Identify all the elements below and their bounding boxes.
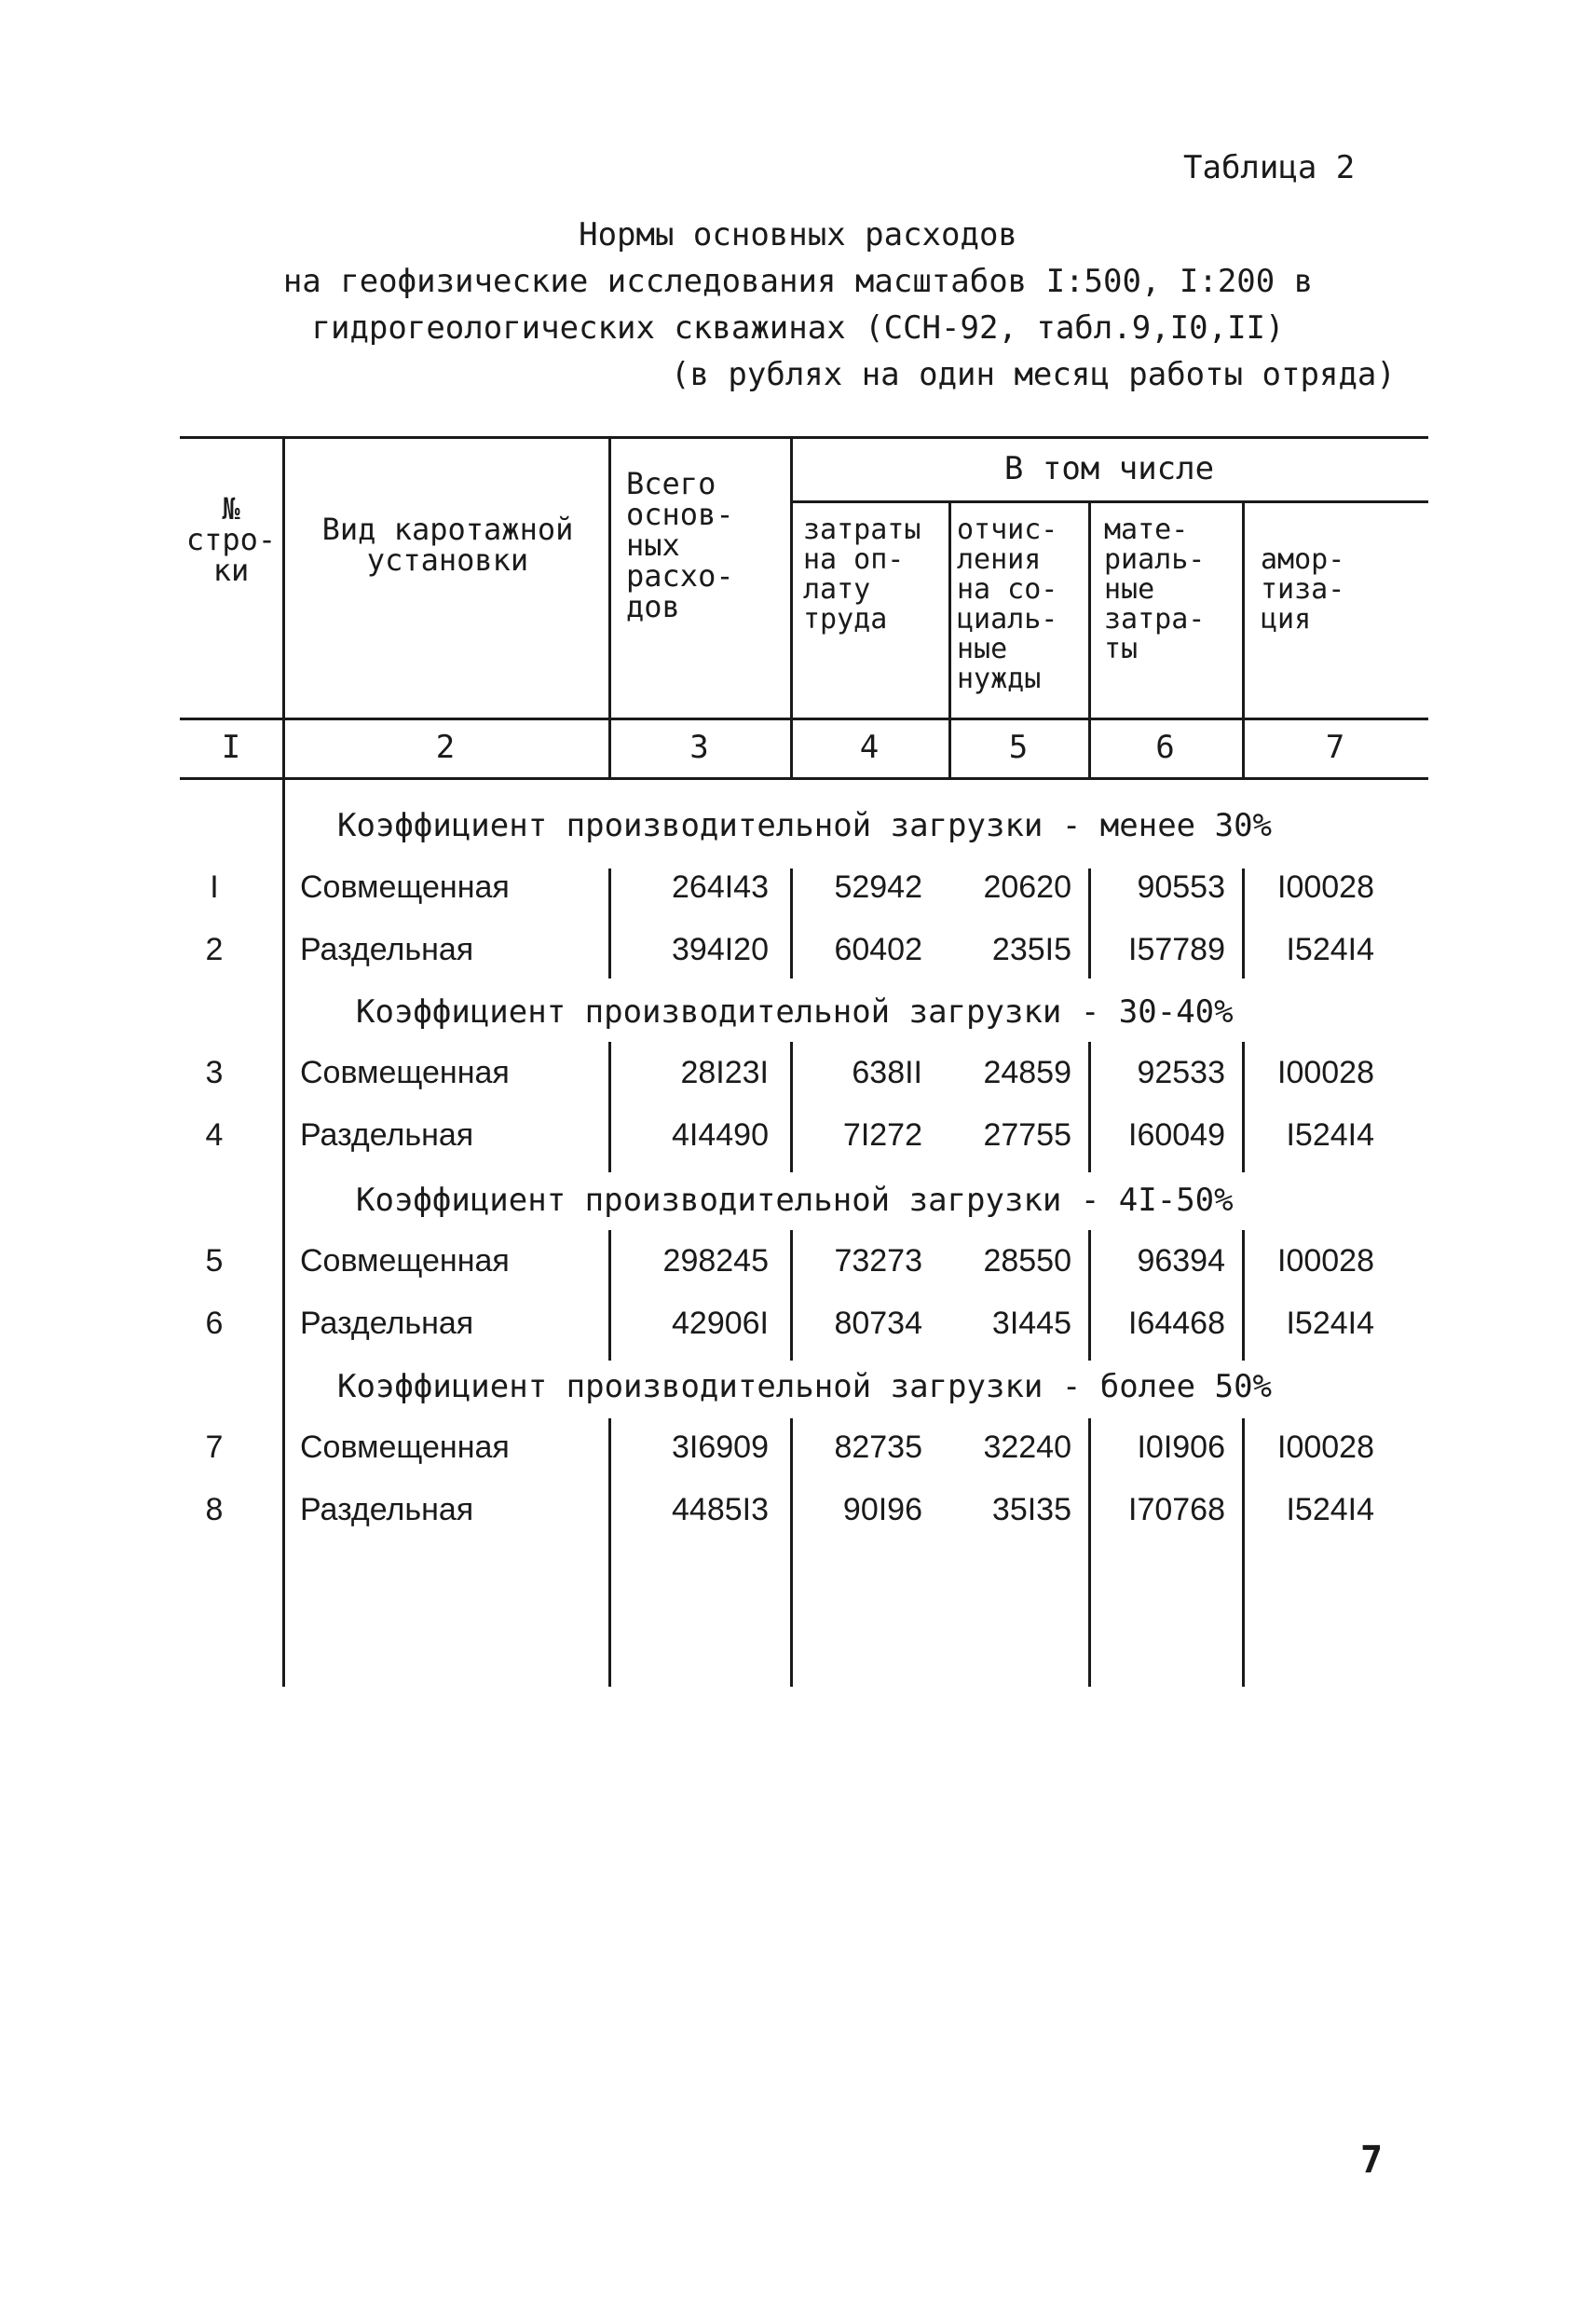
social-cost: 35I35 [991, 1492, 1071, 1527]
row-number: 2 [205, 932, 224, 967]
column-number: 3 [689, 729, 709, 766]
body-divider [1088, 1230, 1091, 1361]
labor-cost: 90I96 [842, 1492, 922, 1527]
social-cost: 3I445 [991, 1306, 1071, 1341]
total-cost: 394I20 [672, 932, 769, 967]
material-cost: I64468 [1128, 1306, 1225, 1341]
labor-cost: 82735 [834, 1430, 922, 1465]
column-number: I [221, 729, 241, 766]
social-cost: 27755 [983, 1117, 1071, 1153]
installation-type: Раздельная [300, 1306, 474, 1341]
material-cost: 90553 [1137, 869, 1225, 905]
header-col5-line: циаль- [957, 603, 1058, 636]
material-cost: I60049 [1128, 1117, 1225, 1153]
header-divider-3 [790, 436, 793, 777]
material-cost: 96394 [1137, 1243, 1225, 1279]
body-divider [608, 1418, 611, 1687]
total-cost: 264I43 [672, 869, 769, 905]
header-col1-line: стро- [185, 522, 277, 557]
social-cost: 28550 [983, 1243, 1071, 1279]
amortization: I00028 [1277, 1055, 1374, 1090]
table-top-rule [180, 436, 1428, 439]
labor-cost: 60402 [834, 932, 922, 967]
header-col7-line: амор- [1261, 543, 1345, 576]
row-number: 5 [205, 1243, 224, 1279]
header-col4-line: на оп- [803, 543, 905, 576]
social-cost: 24859 [983, 1055, 1071, 1090]
column-number: 4 [859, 729, 880, 766]
installation-type: Раздельная [300, 1492, 474, 1527]
total-cost: 298245 [662, 1243, 769, 1279]
header-col4-line: труда [803, 603, 888, 636]
installation-type: Совмещенная [300, 1243, 510, 1279]
amortization: I00028 [1277, 869, 1374, 905]
column-number: 2 [435, 729, 456, 766]
header-col3-line: расхо- [626, 558, 734, 594]
body-divider [1242, 1418, 1245, 1687]
header-col1-line: ки [212, 553, 250, 588]
total-cost: 28I23I [680, 1055, 769, 1090]
header-col7 [1261, 545, 1344, 635]
body-divider [1242, 869, 1245, 978]
installation-type: Совмещенная [300, 1430, 510, 1465]
total-cost: 3I6909 [672, 1430, 769, 1465]
labor-cost: 80734 [834, 1306, 922, 1341]
amortization: I00028 [1277, 1430, 1374, 1465]
amortization: I524I4 [1286, 1117, 1374, 1153]
body-divider [1088, 1042, 1091, 1172]
body-divider [1242, 1230, 1245, 1361]
column-number: 5 [1008, 729, 1029, 766]
row-number: I [210, 869, 219, 905]
title-line-3: гидрогеологических скважинах (ССН-92, табл.9,I0,II) [311, 309, 1285, 347]
amortization: I524I4 [1286, 1492, 1374, 1527]
header-col6 [1104, 515, 1205, 664]
header-col1 [180, 491, 282, 588]
header-col2 [287, 514, 608, 576]
title-line-1: Нормы основных расходов [579, 216, 1017, 253]
header-divider-2 [608, 436, 611, 777]
header-col3 [626, 466, 734, 624]
material-cost: I0I906 [1137, 1430, 1225, 1465]
section-title: Коэффициент производительной загрузки - 30-40% [356, 993, 1234, 1031]
header-col6-line: мате- [1104, 513, 1189, 546]
header-col4 [803, 515, 921, 635]
body-divider [608, 1042, 611, 1172]
header-col5-line: нужды [957, 663, 1042, 695]
body-divider [1242, 1042, 1245, 1172]
labor-cost: 73273 [834, 1243, 922, 1279]
social-cost: 20620 [983, 869, 1071, 905]
body-divider [790, 1230, 793, 1361]
header-col7-line: ция [1261, 603, 1312, 636]
header-col3-line: основ- [626, 497, 734, 532]
body-divider [790, 1418, 793, 1687]
body-divider [608, 869, 611, 978]
body-divider [790, 1042, 793, 1172]
body-divider [608, 1230, 611, 1361]
total-cost: 42906I [672, 1306, 769, 1341]
labor-cost: 7I272 [842, 1117, 922, 1153]
material-cost: I57789 [1128, 932, 1225, 967]
section-title: Коэффициент производительной загрузки - менее 30% [337, 807, 1273, 844]
header-col3-line: дов [626, 589, 680, 624]
table-label: Таблица 2 [1183, 149, 1356, 186]
header-col5-line: ные [957, 633, 1008, 665]
amortization: I00028 [1277, 1243, 1374, 1279]
header-col5-line: на со- [957, 573, 1058, 606]
header-col1-line: № [222, 491, 240, 527]
body-left-rule [282, 777, 285, 1687]
header-col6-line: ные [1104, 573, 1155, 606]
installation-type: Раздельная [300, 1117, 474, 1153]
row-number: 4 [205, 1117, 224, 1153]
title-line-2: на геофизические исследования масштабов I:500, I:200 в [282, 263, 1314, 300]
body-divider [1088, 1418, 1091, 1687]
social-cost: 32240 [983, 1430, 1071, 1465]
header-bottom-rule [180, 718, 1428, 720]
header-col2-line: установки [366, 542, 529, 578]
installation-type: Раздельная [300, 932, 474, 967]
material-cost: I70768 [1128, 1492, 1225, 1527]
total-cost: 4485I3 [672, 1492, 769, 1527]
header-col5-line: отчис- [957, 513, 1058, 546]
header-col4-line: лату [803, 573, 871, 606]
page-number: 7 [1360, 2139, 1384, 2182]
header-col6-line: затра- [1104, 603, 1206, 636]
labor-cost: 638II [852, 1055, 922, 1090]
row-number: 7 [205, 1430, 224, 1465]
material-cost: 92533 [1137, 1055, 1225, 1090]
group-header-rule [790, 500, 1428, 503]
colnum-bottom-rule [180, 777, 1428, 780]
header-col6-line: ты [1104, 633, 1139, 665]
row-number: 6 [205, 1306, 224, 1341]
column-number: 7 [1325, 729, 1345, 766]
header-col5 [957, 515, 1057, 694]
row-number: 3 [205, 1055, 224, 1090]
header-col5-line: ления [957, 543, 1042, 576]
title-line-4: (в рублях на один месяц работы отряда) [671, 356, 1396, 393]
installation-type: Совмещенная [300, 1055, 510, 1090]
section-title: Коэффициент производительной загрузки - 4I-50% [356, 1182, 1234, 1219]
amortization: I524I4 [1286, 1306, 1374, 1341]
column-number: 6 [1155, 729, 1175, 766]
installation-type: Совмещенная [300, 869, 510, 905]
header-col3-line: Всего [626, 466, 716, 501]
amortization: I524I4 [1286, 932, 1374, 967]
header-group: В том числе [1003, 450, 1215, 487]
total-cost: 4I4490 [672, 1117, 769, 1153]
header-col6-line: риаль- [1104, 543, 1206, 576]
social-cost: 235I5 [991, 932, 1071, 967]
header-col4-line: затраты [803, 513, 921, 546]
header-col2-line: Вид каротажной [321, 512, 574, 547]
body-divider [1088, 869, 1091, 978]
section-title: Коэффициент производительной загрузки - более 50% [337, 1368, 1273, 1405]
header-divider-1 [282, 436, 285, 777]
labor-cost: 52942 [834, 869, 922, 905]
header-col7-line: тиза- [1261, 573, 1345, 606]
row-number: 8 [205, 1492, 224, 1527]
body-divider [790, 869, 793, 978]
header-col3-line: ных [626, 527, 680, 563]
